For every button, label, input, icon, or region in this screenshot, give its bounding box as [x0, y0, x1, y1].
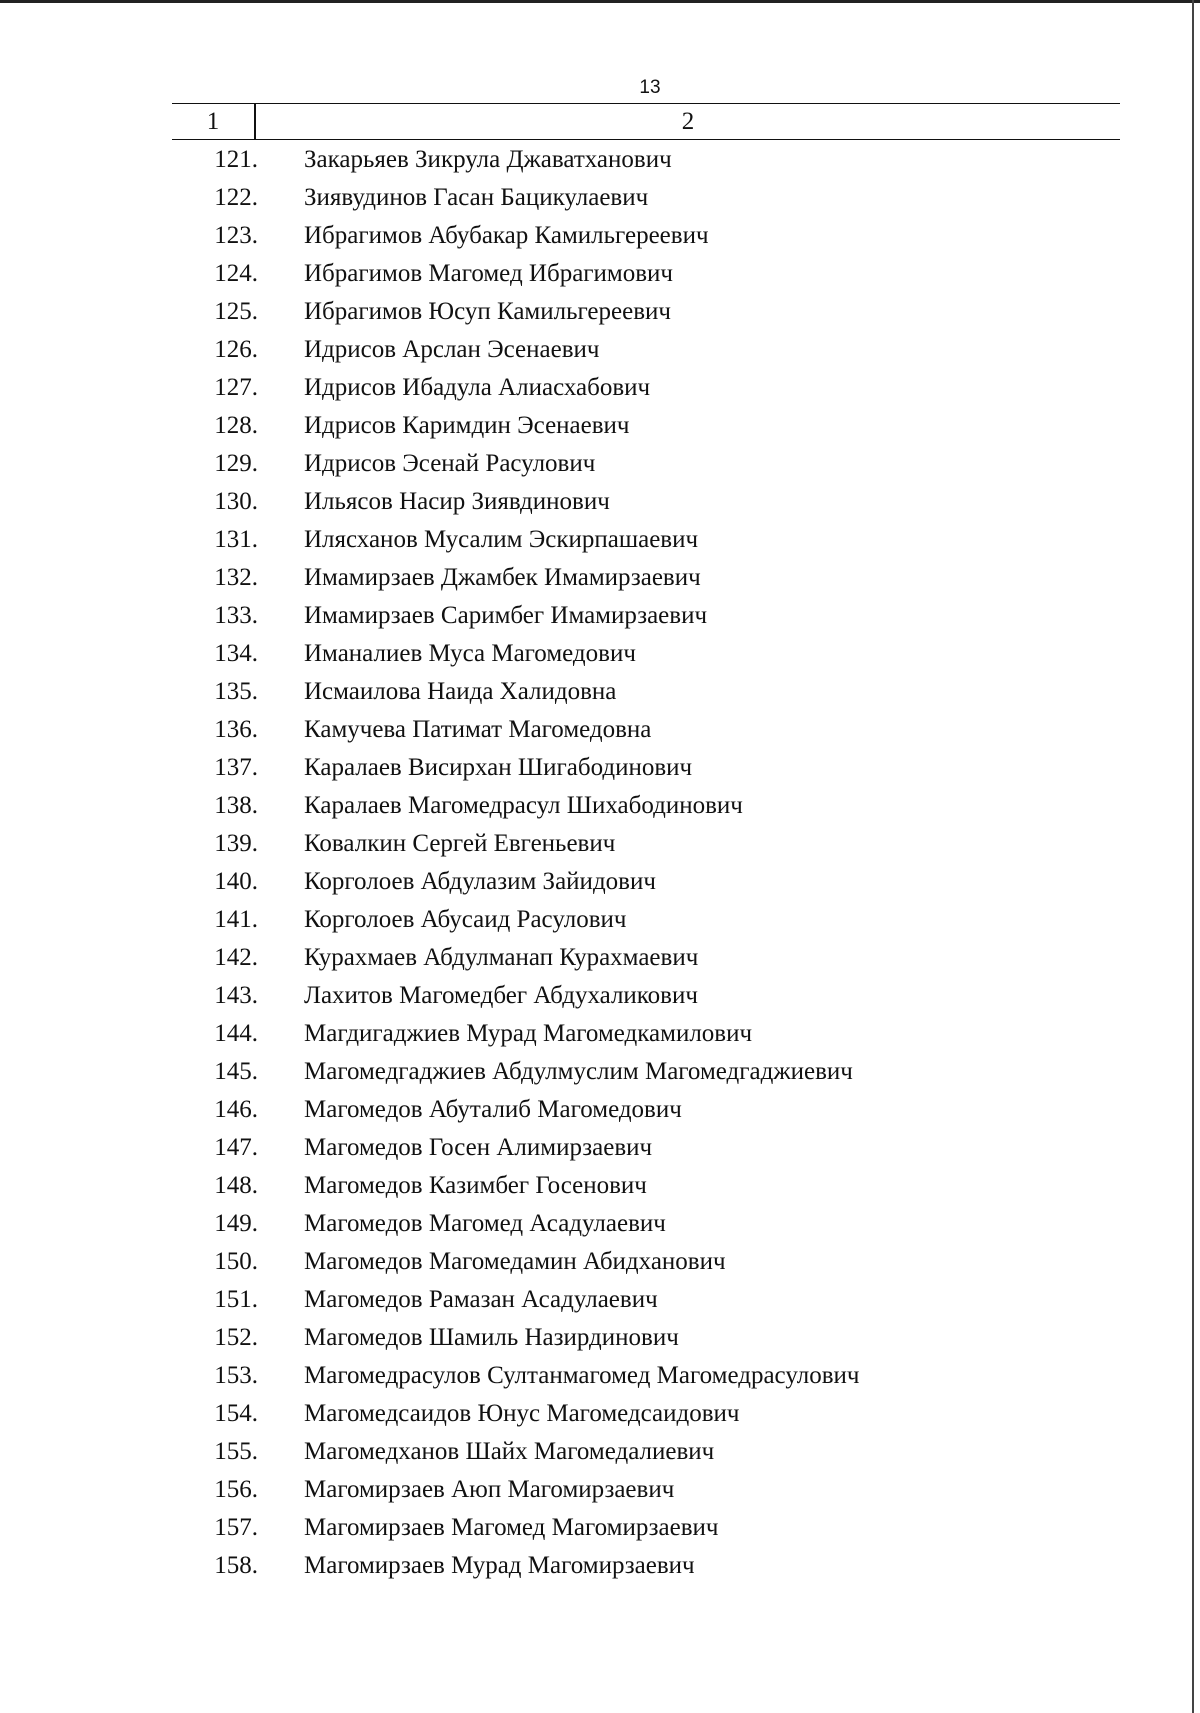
list-item [0, 1357, 1200, 1395]
list-item [0, 1015, 1200, 1053]
list-item [0, 1243, 1200, 1281]
list-item-number: 152. [214, 1324, 258, 1351]
list-item-name: Курахмаев Абдулманап Курахмаевич [304, 944, 699, 971]
list-item-name: Ильясов Насир Зиявдинович [304, 488, 610, 515]
list-item-number: 154. [214, 1400, 258, 1427]
list-item [0, 255, 1200, 293]
list-item-number: 149. [214, 1210, 258, 1237]
list-item [0, 939, 1200, 977]
list-item [0, 1395, 1200, 1433]
list-item-number: 124. [214, 260, 258, 287]
list-item-number: 123. [214, 222, 258, 249]
list-item [0, 217, 1200, 255]
list-item-name: Камучева Патимат Магомедовна [304, 716, 652, 743]
list-item [0, 977, 1200, 1015]
list-item-number: 125. [214, 298, 258, 325]
list-item-name: Корголоев Абдулазим Зайидович [304, 868, 656, 895]
list-item-number: 135. [214, 678, 258, 705]
list-item-name: Идрисов Каримдин Эсенаевич [304, 412, 630, 439]
list-item [0, 369, 1200, 407]
list-item-number: 132. [214, 564, 258, 591]
list-item [0, 483, 1200, 521]
list-item-number: 151. [214, 1286, 258, 1313]
list-item [0, 1091, 1200, 1129]
list-item-name: Каралаев Висирхан Шигабодинович [304, 754, 693, 781]
list-item-number: 148. [214, 1172, 258, 1199]
list-item-number: 157. [214, 1514, 258, 1541]
list-item-name: Магомедов Магомедамин Абидханович [304, 1248, 726, 1275]
list-item-name: Магомирзаев Мурад Магомирзаевич [304, 1552, 695, 1579]
list-item-name: Магомедов Магомед Асадулаевич [304, 1210, 666, 1237]
list-item-number: 147. [214, 1134, 258, 1161]
list-item-number: 141. [214, 906, 258, 933]
list-item-number: 133. [214, 602, 258, 629]
list-item [0, 901, 1200, 939]
list-item [0, 635, 1200, 673]
list-item-name: Магомирзаев Аюп Магомирзаевич [304, 1476, 675, 1503]
list-item [0, 559, 1200, 597]
column-header-name: 2 [681, 108, 695, 135]
list-item-name: Магомирзаев Магомед Магомирзаевич [304, 1514, 719, 1541]
list-item-number: 146. [214, 1096, 258, 1123]
list-item [0, 673, 1200, 711]
list-item [0, 1433, 1200, 1471]
table-header [172, 103, 1120, 140]
list-item-number: 140. [214, 868, 258, 895]
page-number: 13 [639, 77, 661, 98]
list-item-number: 150. [214, 1248, 258, 1275]
list-item-name: Имамирзаев Джамбек Имамирзаевич [304, 564, 701, 591]
list-item-name: Ковалкин Сергей Евгеньевич [304, 830, 616, 857]
list-item-number: 121. [214, 146, 258, 173]
list-item-name: Лахитов Магомедбег Абдухаликович [304, 982, 698, 1009]
list-item-name: Ибрагимов Магомед Ибрагимович [304, 260, 673, 287]
list-item-number: 153. [214, 1362, 258, 1389]
list-item [0, 825, 1200, 863]
list-item-number: 143. [214, 982, 258, 1009]
name-list [0, 141, 1200, 1585]
list-item-name: Магдигаджиев Мурад Магомедкамилович [304, 1020, 753, 1047]
list-item [0, 445, 1200, 483]
list-item [0, 749, 1200, 787]
list-item-number: 155. [214, 1438, 258, 1465]
list-item-number: 138. [214, 792, 258, 819]
list-item-name: Идрисов Эсенай Расулович [304, 450, 596, 477]
list-item-name: Магомедов Казимбег Госенович [304, 1172, 647, 1199]
list-item-name: Ибрагимов Абубакар Камильгереевич [304, 222, 709, 249]
list-item-number: 130. [214, 488, 258, 515]
list-item-name: Зиявудинов Гасан Бацикулаевич [304, 184, 649, 211]
list-item [0, 711, 1200, 749]
column-header-number: 1 [206, 108, 220, 135]
list-item-name: Магомедрасулов Султанмагомед Магомедрасулович [304, 1362, 860, 1389]
list-item [0, 1129, 1200, 1167]
list-item-number: 134. [214, 640, 258, 667]
list-item-name: Магомедов Госен Алимирзаевич [304, 1134, 653, 1161]
list-item [0, 1319, 1200, 1357]
list-item [0, 179, 1200, 217]
list-item [0, 141, 1200, 179]
list-item-name: Корголоев Абусаид Расулович [304, 906, 627, 933]
list-item-name: Закарьяев Зикрула Джаватханович [304, 146, 672, 173]
list-item-number: 142. [214, 944, 258, 971]
list-item [0, 1547, 1200, 1585]
list-item [0, 331, 1200, 369]
list-item [0, 407, 1200, 445]
list-item-name: Магомедгаджиев Абдулмуслим Магомедгаджиевич [304, 1058, 853, 1085]
list-item-number: 127. [214, 374, 258, 401]
list-item [0, 1167, 1200, 1205]
list-item-name: Магомедсаидов Юнус Магомедсаидович [304, 1400, 740, 1427]
list-item-name: Магомедов Абуталиб Магомедович [304, 1096, 682, 1123]
list-item [0, 1509, 1200, 1547]
list-item-number: 128. [214, 412, 258, 439]
list-item-name: Идрисов Ибадула Алиасхабович [304, 374, 651, 401]
list-item-name: Имамирзаев Саримбег Имамирзаевич [304, 602, 708, 629]
list-item [0, 1053, 1200, 1091]
list-item-number: 136. [214, 716, 258, 743]
list-item-number: 156. [214, 1476, 258, 1503]
list-item-number: 158. [214, 1552, 258, 1579]
list-item-number: 145. [214, 1058, 258, 1085]
list-item [0, 1471, 1200, 1509]
list-item-name: Исмаилова Наида Халидовна [304, 678, 617, 705]
list-item-number: 131. [214, 526, 258, 553]
list-item-name: Илясханов Мусалим Эскирпашаевич [304, 526, 699, 553]
list-item-number: 126. [214, 336, 258, 363]
list-item [0, 1205, 1200, 1243]
list-item-number: 129. [214, 450, 258, 477]
list-item-number: 122. [214, 184, 258, 211]
list-item [0, 293, 1200, 331]
list-item-name: Каралаев Магомедрасул Шихабодинович [304, 792, 743, 819]
list-item-name: Идрисов Арслан Эсенаевич [304, 336, 600, 363]
list-item-number: 137. [214, 754, 258, 781]
scan-border-top [0, 0, 1200, 3]
list-item-name: Магомедов Шамиль Назирдинович [304, 1324, 679, 1351]
list-item [0, 1281, 1200, 1319]
list-item-number: 144. [214, 1020, 258, 1047]
list-item-name: Ибрагимов Юсуп Камильгереевич [304, 298, 671, 325]
list-item [0, 787, 1200, 825]
list-item-number: 139. [214, 830, 258, 857]
list-item-name: Магомедов Рамазан Асадулаевич [304, 1286, 658, 1313]
list-item-name: Магомедханов Шайх Магомедалиевич [304, 1438, 715, 1465]
list-item [0, 863, 1200, 901]
list-item [0, 597, 1200, 635]
list-item-name: Иманалиев Муса Магомедович [304, 640, 636, 667]
list-item [0, 521, 1200, 559]
